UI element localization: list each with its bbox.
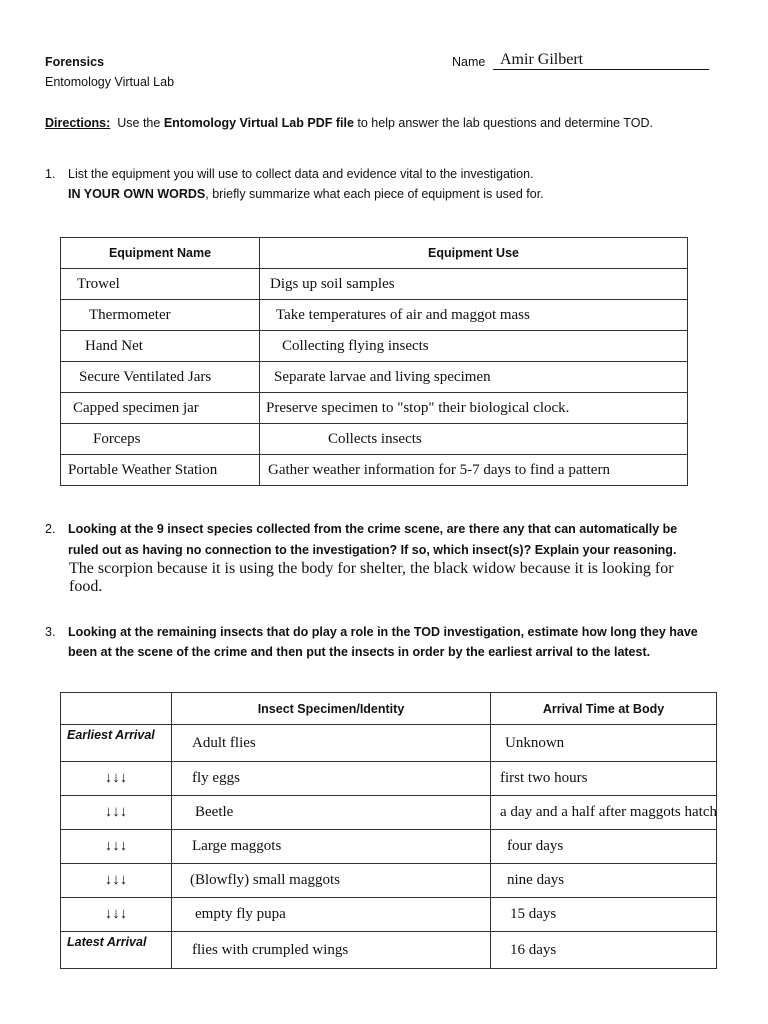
lab-title: Entomology Virtual Lab xyxy=(45,75,175,89)
q1-line2-rest: , briefly summarize what each piece of equipment is used for. xyxy=(205,187,544,201)
down-arrows-icon: ↓↓↓ xyxy=(61,864,172,898)
directions-text-before: Use the xyxy=(117,116,161,130)
q1-line2 xyxy=(68,187,544,201)
table-row xyxy=(61,864,717,898)
insect-specimen: flies with crumpled wings xyxy=(172,932,491,969)
table-row xyxy=(61,762,717,796)
insect-specimen: (Blowfly) small maggots xyxy=(172,864,491,898)
equipment-use: Collecting flying insects xyxy=(260,331,688,362)
insect-specimen: Adult flies xyxy=(172,725,491,762)
equipment-name-header: Equipment Name xyxy=(61,238,260,269)
q3-line1: Looking at the remaining insects that do play a role in the TOD investigation, estimate how long they have xyxy=(68,625,698,639)
name-label: Name xyxy=(452,55,486,69)
insect-specimen: Large maggots xyxy=(172,830,491,864)
equipment-name: Thermometer xyxy=(61,300,260,331)
table-row xyxy=(61,725,717,762)
insect-specimen: empty fly pupa xyxy=(172,898,491,932)
q2-line2-bold: Explain your reasoning. xyxy=(534,543,677,557)
q2-line2-text: ruled out as having no connection to the investigation? If so, which insect(s)? xyxy=(68,543,532,557)
table-row xyxy=(61,796,717,830)
arrival-time: 15 days xyxy=(491,898,717,932)
arrival-time: 16 days xyxy=(491,932,717,969)
directions-text-after: to help answer the lab questions and determine TOD. xyxy=(357,116,653,130)
equipment-name: Capped specimen jar xyxy=(61,393,260,424)
arrival-time: four days xyxy=(491,830,717,864)
equipment-name: Secure Ventilated Jars xyxy=(61,362,260,393)
equipment-name: Hand Net xyxy=(61,331,260,362)
arrival-time: nine days xyxy=(491,864,717,898)
order-header xyxy=(61,693,172,725)
table-row xyxy=(61,300,688,331)
q3-number: 3. xyxy=(45,625,56,639)
equipment-name: Portable Weather Station xyxy=(61,455,260,486)
equipment-use: Digs up soil samples xyxy=(260,269,688,300)
arrival-time: a day and a half after maggots hatch xyxy=(491,796,717,830)
equipment-use: Preserve specimen to "stop" their biological clock. xyxy=(260,393,688,424)
table-row xyxy=(61,269,688,300)
directions-label: Directions: xyxy=(45,116,111,130)
q1-line2-bold: IN YOUR OWN WORDS xyxy=(68,187,206,201)
q2-number: 2. xyxy=(45,522,56,536)
specimen-header: Insect Specimen/Identity xyxy=(172,693,491,725)
directions xyxy=(45,116,653,130)
table-row xyxy=(61,393,688,424)
down-arrows-icon: ↓↓↓ xyxy=(61,796,172,830)
q1-number: 1. xyxy=(45,167,56,181)
down-arrows-icon: ↓↓↓ xyxy=(61,762,172,796)
table-row xyxy=(61,898,717,932)
equipment-name: Forceps xyxy=(61,424,260,455)
table-row xyxy=(61,830,717,864)
equipment-use: Collects insects xyxy=(260,424,688,455)
equipment-use: Gather weather information for 5-7 days to find a pattern xyxy=(260,455,688,486)
equipment-table xyxy=(60,237,688,486)
equipment-use-header: Equipment Use xyxy=(260,238,688,269)
insect-table xyxy=(60,692,717,969)
arrival-time: first two hours xyxy=(491,762,717,796)
latest-arrival-label: Latest Arrival xyxy=(61,932,172,969)
insect-specimen: Beetle xyxy=(172,796,491,830)
directions-emphasis: Entomology Virtual Lab PDF file xyxy=(163,116,354,130)
equipment-header-row xyxy=(61,238,688,269)
q2-answer-line1: The scorpion because it is using the body for shelter, the black widow because it is looking for xyxy=(69,560,674,577)
down-arrows-icon: ↓↓↓ xyxy=(61,830,172,864)
arrival-header: Arrival Time at Body xyxy=(491,693,717,725)
table-row xyxy=(61,424,688,455)
q2-line2 xyxy=(68,543,676,557)
equipment-use: Separate larvae and living specimen xyxy=(260,362,688,393)
course-title: Forensics xyxy=(45,55,105,69)
insect-specimen: fly eggs xyxy=(172,762,491,796)
earliest-arrival-label: Earliest Arrival xyxy=(61,725,172,762)
q1-line1: List the equipment you will use to collect data and evidence vital to the investigation. xyxy=(68,167,534,181)
table-row xyxy=(61,362,688,393)
q3-line2: been at the scene of the crime and then put the insects in order by the earliest arrival to the latest. xyxy=(68,645,651,659)
name-underline xyxy=(493,68,709,70)
table-row xyxy=(61,331,688,362)
q2-answer-line2: food. xyxy=(69,578,103,595)
down-arrows-icon: ↓↓↓ xyxy=(61,898,172,932)
insect-header-row xyxy=(61,693,717,725)
table-row xyxy=(61,455,688,486)
equipment-use: Take temperatures of air and maggot mass xyxy=(260,300,688,331)
q2-line1: Looking at the 9 insect species collected from the crime scene, are there any that can automatically be xyxy=(68,522,678,536)
table-row xyxy=(61,932,717,969)
equipment-name: Trowel xyxy=(61,269,260,300)
arrival-time: Unknown xyxy=(491,725,717,762)
student-name: Amir Gilbert xyxy=(500,51,584,68)
